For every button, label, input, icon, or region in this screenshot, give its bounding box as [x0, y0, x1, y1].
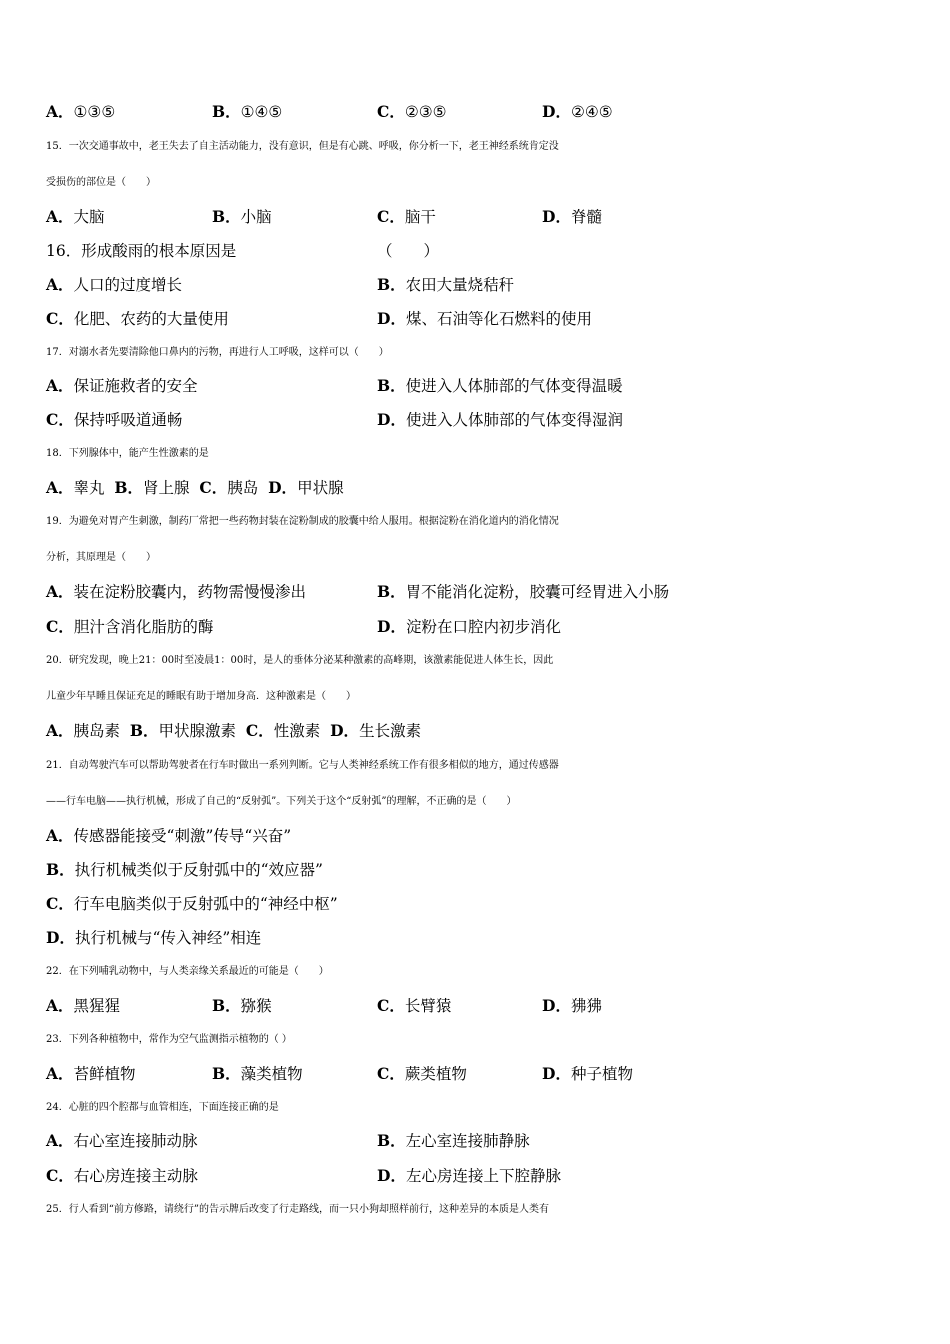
q20-options: A．胰岛素 B．甲状腺激素 C．性激素 D．生长激素: [46, 721, 422, 740]
q19-stem-line-1: 19．为避免对胃产生刺激，制药厂常把一些药物封装在淀粉制成的胶囊中给人服用。根据淀粉在消化道内的消化情况: [46, 516, 559, 527]
q21-option-a: A．传感器能接受“刺激”传导“兴奋”: [46, 826, 292, 845]
q16-option-a: A．人口的过度增长: [46, 275, 183, 294]
q14-option-b: B．①④⑤: [212, 102, 283, 121]
q19-stem-line-2: 分析，其原理是（ ）: [46, 552, 156, 563]
q18-options: A．睾丸 B．肾上腺 C．胰岛 D．甲状腺: [46, 478, 344, 497]
q20-option-a: 胰岛素: [73, 722, 121, 740]
q15-option-c: C．脑干: [377, 207, 436, 226]
q16-option-c: C．化肥、农药的大量使用: [46, 309, 229, 328]
q20-stem-line-1: 20．研究发现，晚上21：00时至凌晨1：00时，是人的垂体分泌某种激素的高峰期，该激素能促进人体生长，因此: [46, 655, 554, 666]
q22-option-a: A．黑猩猩: [46, 996, 121, 1015]
q15-option-b: B．小脑: [212, 207, 272, 226]
q16-option-d: D．煤、石油等化石燃料的使用: [377, 309, 592, 328]
q19-option-b: B．胃不能消化淀粉，胶囊可经胃进入小肠: [377, 582, 670, 601]
q14-option-a: A．①③⑤: [46, 102, 116, 121]
q24-option-b: B．左心室连接肺静脉: [377, 1131, 530, 1150]
q19-option-c: C．胆汁含消化脂肪的酶: [46, 617, 214, 636]
q15-option-a: A．大脑: [46, 207, 105, 226]
q20-stem-line-2: 儿童少年早睡且保证充足的睡眠有助于增加身高．这种激素是（ ）: [46, 691, 356, 702]
q16-answer-paren: （ ）: [377, 242, 440, 260]
q23-option-b: B．藻类植物: [212, 1064, 303, 1083]
q23-stem: 23．下列各种植物中，常作为空气监测指示植物的（ ）: [46, 1034, 292, 1045]
q18-option-c: 胰岛: [227, 479, 259, 497]
q24-option-d: D．左心房连接上下腔静脉: [377, 1166, 561, 1185]
q16-stem: 16．形成酸雨的根本原因是: [46, 242, 237, 260]
q18-option-b: 肾上腺: [143, 479, 190, 497]
q17-option-a: A．保证施救者的安全: [46, 376, 198, 395]
q14-option-d: D．②④⑤: [542, 102, 613, 121]
q23-option-c: C．蕨类植物: [377, 1064, 467, 1083]
q23-option-d: D．种子植物: [542, 1064, 633, 1083]
q19-option-a: A．装在淀粉胶囊内，药物需慢慢渗出: [46, 582, 307, 601]
q24-stem: 24．心脏的四个腔都与血管相连，下面连接正确的是: [46, 1102, 279, 1113]
q15-stem-line-2: 受损伤的部位是（ ）: [46, 177, 156, 188]
q20-option-d: 生长激素: [359, 722, 422, 740]
q18-option-d: 甲状腺: [297, 479, 344, 497]
q25-stem-line-1: 25．行人看到“前方修路，请绕行”的告示牌后改变了行走路线，而一只小狗却照样前行，这种差异的本质是人类有: [46, 1204, 549, 1215]
q17-stem: 17．对溺水者先要清除他口鼻内的污物，再进行人工呼吸，这样可以（ ）: [46, 347, 389, 358]
q22-option-c: C．长臂猿: [377, 996, 452, 1015]
q21-stem-line-2: ——行车电脑——执行机械，形成了自己的“反射弧”。下列关于这个“反射弧”的理解，不正确的是（ ）: [46, 796, 517, 807]
q18-option-a: 睾丸: [73, 479, 105, 497]
q17-option-c: C．保持呼吸道通畅: [46, 410, 183, 429]
q21-option-d: D．执行机械与“传入神经”相连: [46, 928, 262, 947]
q17-option-d: D．使进入人体肺部的气体变得湿润: [377, 410, 623, 429]
q20-option-b: 甲状腺激素: [158, 722, 237, 740]
q15-option-d: D．脊髓: [542, 207, 602, 226]
q14-option-c: C．②③⑤: [377, 102, 447, 121]
q21-option-c: C．行车电脑类似于反射弧中的“神经中枢”: [46, 894, 338, 913]
q22-stem: 22．在下列哺乳动物中，与人类亲缘关系最近的可能是（ ）: [46, 966, 329, 977]
q22-option-d: D．狒狒: [542, 996, 602, 1015]
q17-option-b: B．使进入人体肺部的气体变得温暖: [377, 376, 623, 395]
q15-stem-line-1: 15．一次交通事故中，老王失去了自主活动能力，没有意识，但是有心跳、呼吸，你分析一下，老王神经系统肯定没: [46, 141, 559, 152]
q22-option-b: B．猕猴: [212, 996, 272, 1015]
q16-option-b: B．农田大量烧秸秆: [377, 275, 515, 294]
q19-option-d: D．淀粉在口腔内初步消化: [377, 617, 561, 636]
q18-stem: 18．下列腺体中，能产生性激素的是: [46, 448, 209, 459]
q20-option-c: 性激素: [273, 722, 321, 740]
q23-option-a: A．苔鲜植物: [46, 1064, 136, 1083]
q24-option-c: C．右心房连接主动脉: [46, 1166, 198, 1185]
q21-stem-line-1: 21．自动驾驶汽车可以帮助驾驶者在行车时做出一系列判断。它与人类神经系统工作有很多相似的地方，通过传感器: [46, 760, 559, 771]
q21-option-b: B．执行机械类似于反射弧中的“效应器”: [46, 860, 323, 879]
q24-option-a: A．右心室连接肺动脉: [46, 1131, 198, 1150]
